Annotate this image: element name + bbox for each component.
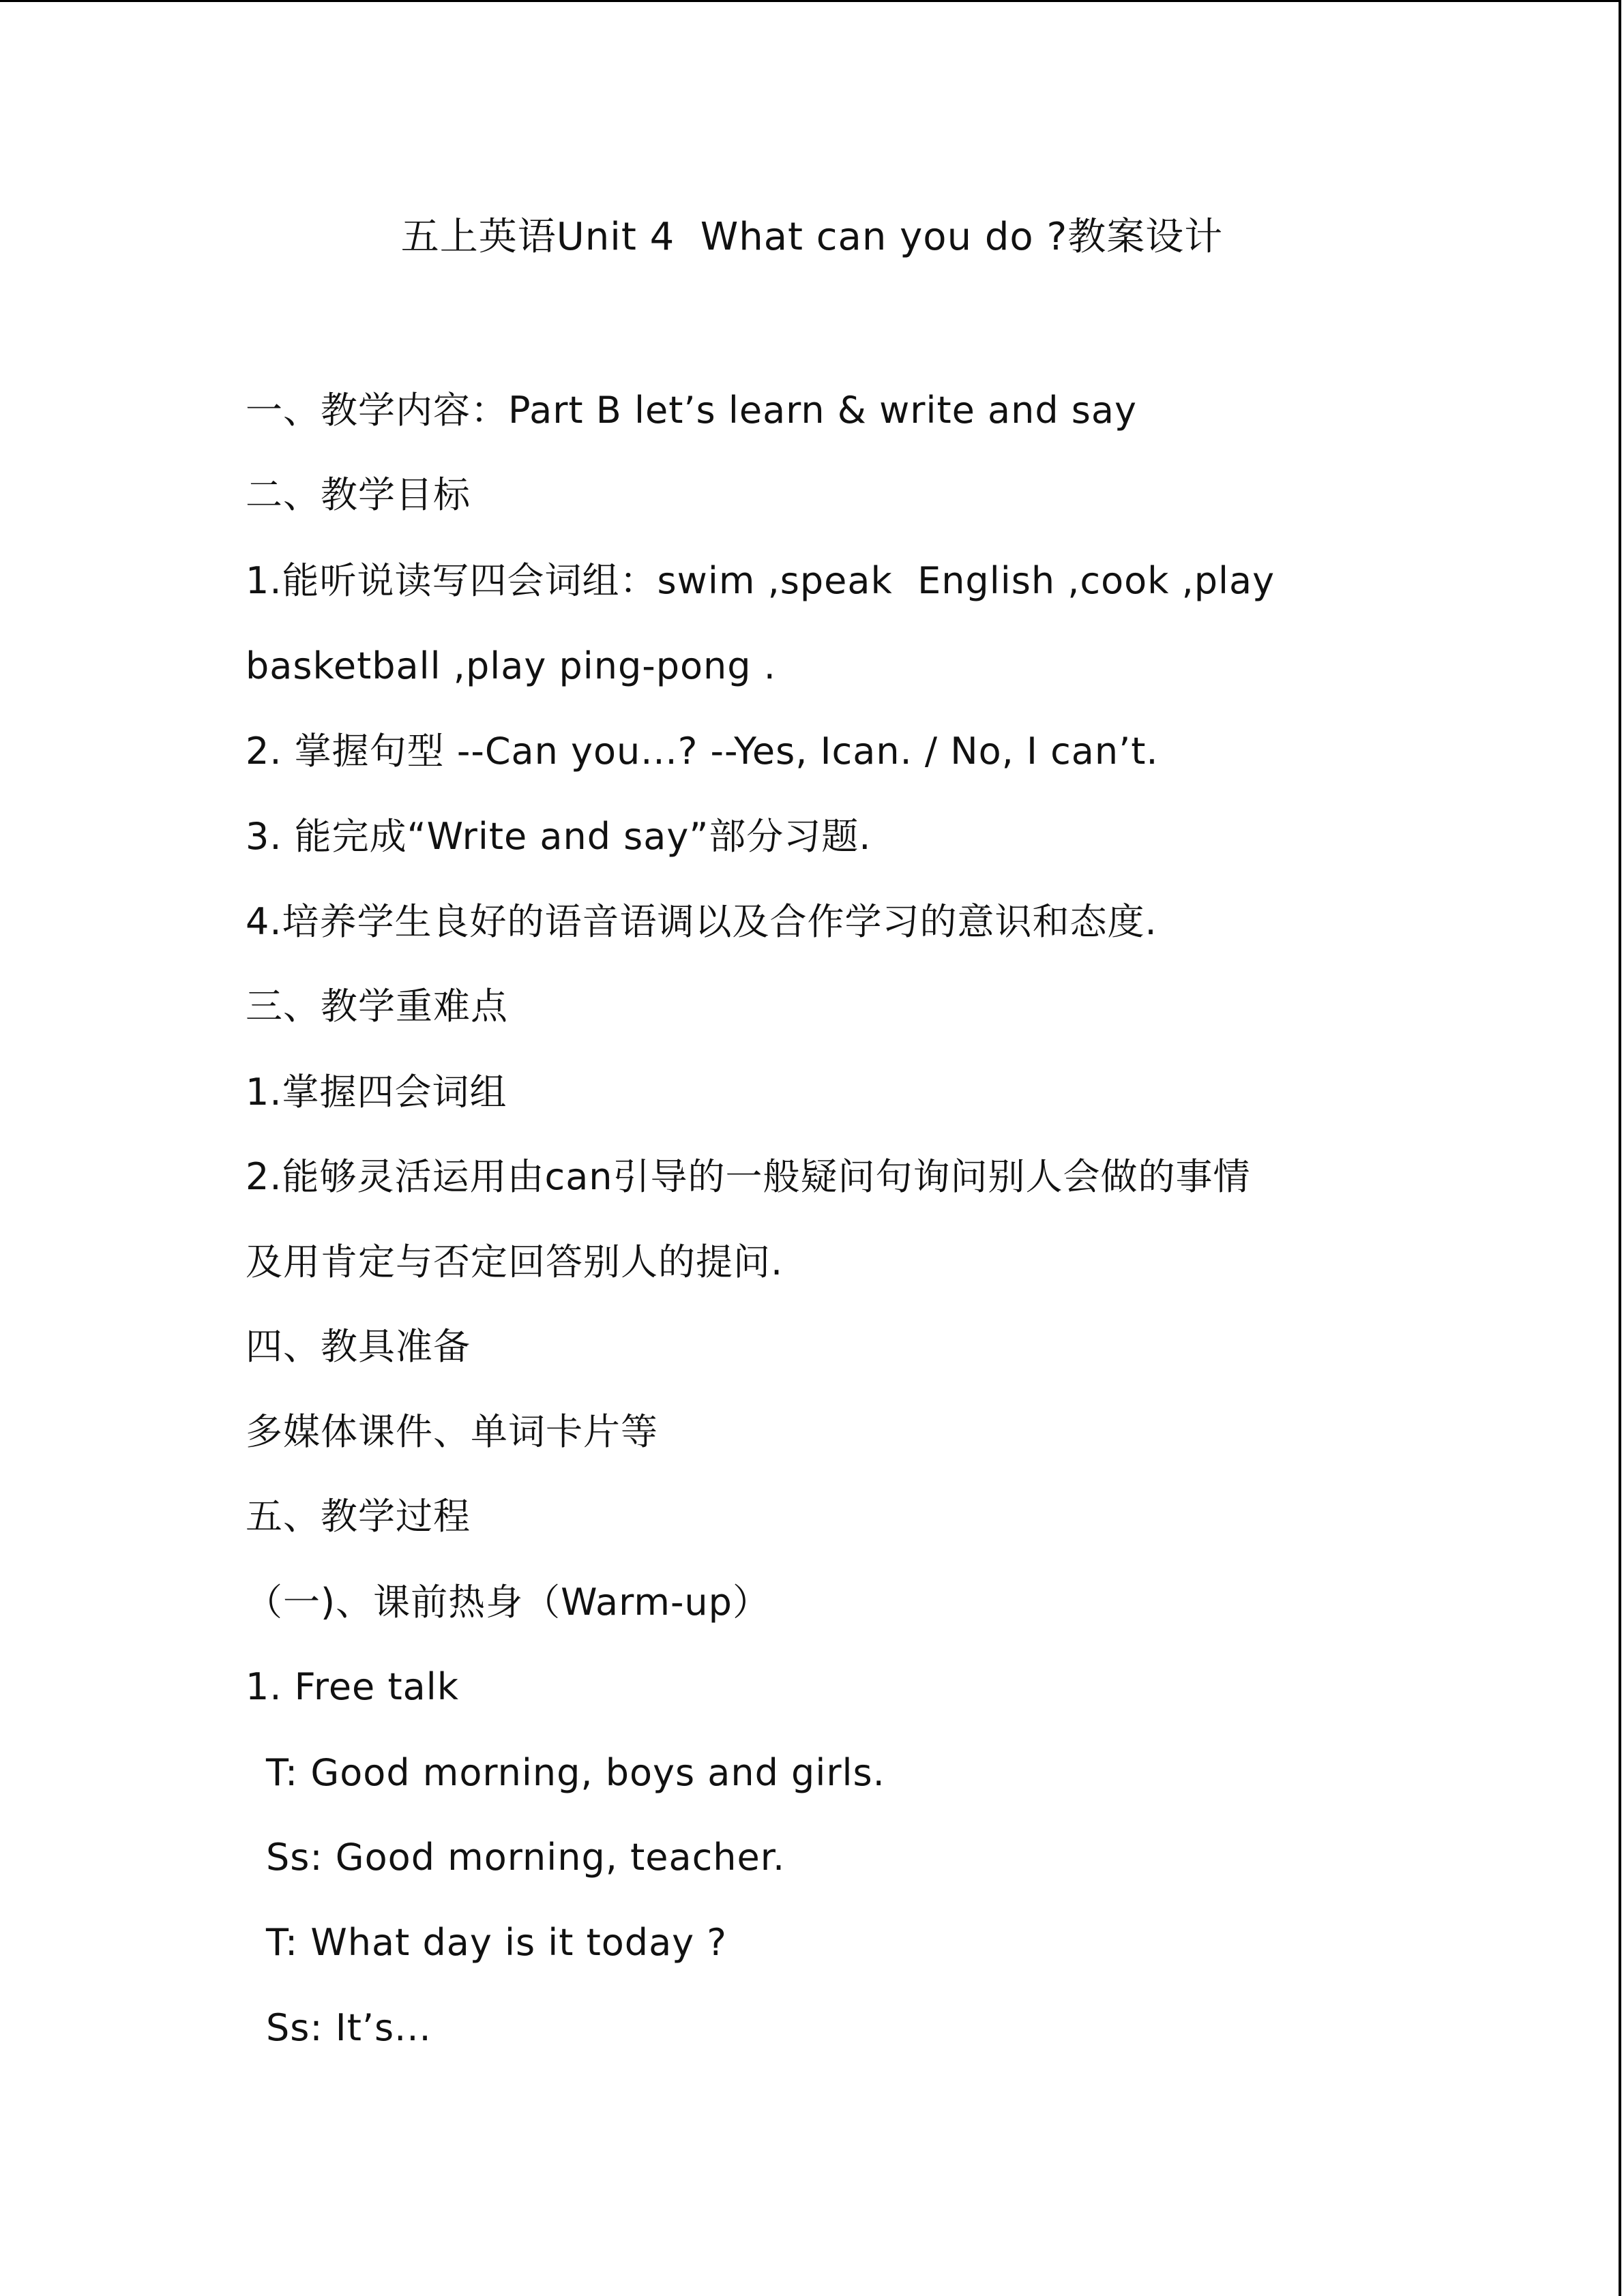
- dialogue-line-2: Ss: Good morning, teacher.: [266, 1836, 786, 1879]
- dialogue-line-4: Ss: It’s...: [266, 2006, 432, 2049]
- section-key-points: 三、教学重难点: [246, 985, 508, 1028]
- goal-1-line-2: basketball ,play ping-pong .: [246, 644, 776, 687]
- dialogue-line-1: T: Good morning, boys and girls.: [266, 1751, 885, 1794]
- section-teaching-aids: 四、教具准备: [246, 1325, 471, 1368]
- goal-3: 3. 能完成“Write and say”部分习题.: [246, 815, 872, 858]
- goal-2: 2. 掌握句型 --Can you...? --Yes, Ican. / No, I can’t.: [246, 730, 1159, 773]
- key-point-2-line-1: 2.能够灵活运用由can引导的一般疑问句询问别人会做的事情: [246, 1155, 1251, 1198]
- key-point-1: 1.掌握四会词组: [246, 1071, 507, 1114]
- free-talk-heading: 1. Free talk: [246, 1665, 459, 1708]
- subsection-warm-up: （一)、课前热身（Warm-up）: [246, 1581, 770, 1624]
- document-title: 五上英语Unit 4 What can you do ?教案设计: [400, 215, 1224, 259]
- section-teaching-content: 一、教学内容：Part B let’s learn & write and say: [246, 389, 1137, 432]
- key-point-2-line-2: 及用肯定与否定回答别人的提问.: [246, 1240, 784, 1283]
- goal-1-line-1: 1.能听说读写四会词组：swim ,speak English ,cook ,play: [246, 559, 1275, 602]
- section-teaching-goals: 二、教学目标: [246, 473, 471, 516]
- goal-4: 4.培养学生良好的语音语调以及合作学习的意识和态度.: [246, 900, 1157, 943]
- teaching-aids-list: 多媒体课件、单词卡片等: [246, 1410, 658, 1453]
- dialogue-line-3: T: What day is it today ?: [266, 1921, 727, 1964]
- section-teaching-process: 五、教学过程: [246, 1495, 471, 1538]
